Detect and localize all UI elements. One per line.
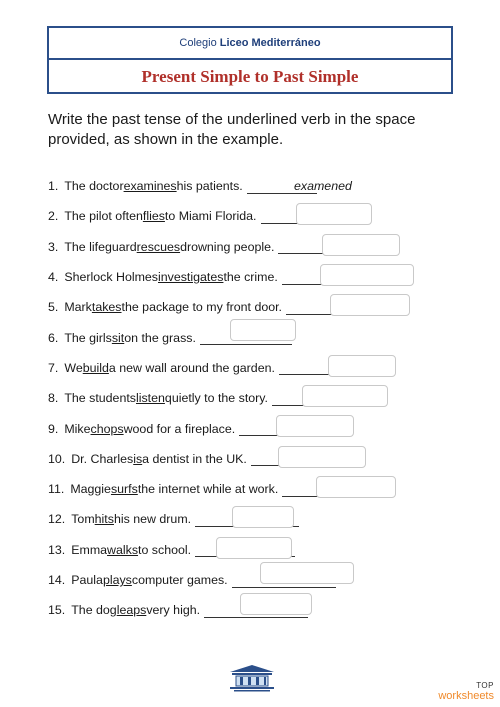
underlined-verb: plays (102, 573, 132, 587)
underlined-verb: build (82, 360, 109, 375)
underlined-verb: sit (111, 330, 125, 345)
answer-input[interactable] (328, 355, 396, 377)
underlined-verb: investigates (158, 270, 224, 285)
exercise-item: 15. The dog leaps very high. (48, 595, 468, 625)
answer-input[interactable] (330, 294, 410, 316)
school-logo-icon (226, 664, 278, 694)
exercise-item: 13. Emma walks to school. (48, 535, 468, 565)
worksheet-title: Present Simple to Past Simple (141, 67, 359, 86)
underlined-verb: examines (123, 179, 177, 194)
exercise-item: 7. We build a new wall around the garden. (48, 353, 468, 383)
answer-input[interactable] (296, 203, 372, 225)
brand-logo: TOP worksheets (438, 681, 494, 702)
exercise-list (48, 171, 468, 625)
answer-input[interactable] (316, 476, 396, 498)
underlined-verb: leaps (116, 603, 147, 618)
exercise-item: 4. Sherlock Holmes investigates the crime. (48, 262, 468, 292)
school-name: Liceo Mediterráneo (219, 37, 321, 49)
answer-input[interactable] (320, 264, 414, 286)
answer-input[interactable] (216, 537, 292, 559)
exercise-item: 9. Mike chops wood for a fireplace. (48, 413, 468, 443)
exercise-item: 5. Mark takes the package to my front door. (48, 292, 468, 322)
answer-input[interactable] (232, 506, 294, 528)
underlined-verb: takes (91, 300, 122, 315)
exercise-item: 11. Maggie surfs the internet while at work. (48, 474, 468, 504)
underlined-verb: is (133, 451, 143, 466)
worksheet-header (47, 26, 453, 94)
exercise-item: 3. The lifeguard rescues drowning people. (48, 232, 468, 262)
exercise-item: 12. Tom hits his new drum. (48, 504, 468, 534)
answer-input[interactable] (322, 234, 400, 256)
instructions: Write the past tense of the underlined verb in the space provided, as shown in the example. (48, 111, 416, 148)
exercise-item: 2. The pilot often flies to Miami Florida. (48, 201, 468, 231)
underlined-verb: listen (135, 391, 165, 406)
exercise-item: 6. The girls sit on the grass. (48, 322, 468, 352)
answer-input[interactable] (302, 385, 388, 407)
underlined-verb: walks (107, 542, 139, 557)
answer-input[interactable] (240, 593, 312, 615)
exercise-item: 1. The doctor examines his patients. examened (48, 179, 352, 194)
exercise-item: 10. Dr. Charles is a dentist in the UK. (48, 444, 468, 474)
underlined-verb: hits (94, 512, 114, 527)
answer-input[interactable] (278, 446, 366, 468)
answer-input[interactable] (260, 562, 354, 584)
underlined-verb: chops (90, 421, 124, 436)
underlined-verb: flies (142, 209, 165, 224)
example-answer: examened (294, 179, 352, 194)
underlined-verb: surfs (110, 482, 138, 497)
school-name-row (49, 28, 451, 60)
underlined-verb: rescues (136, 239, 181, 254)
exercise-item: 14. Paula plays computer games. (48, 565, 468, 595)
school-prefix: Colegio (179, 37, 217, 49)
answer-input[interactable] (230, 319, 296, 341)
answer-input[interactable] (276, 415, 354, 437)
exercise-item: 8. The students listen quietly to the story. (48, 383, 468, 413)
